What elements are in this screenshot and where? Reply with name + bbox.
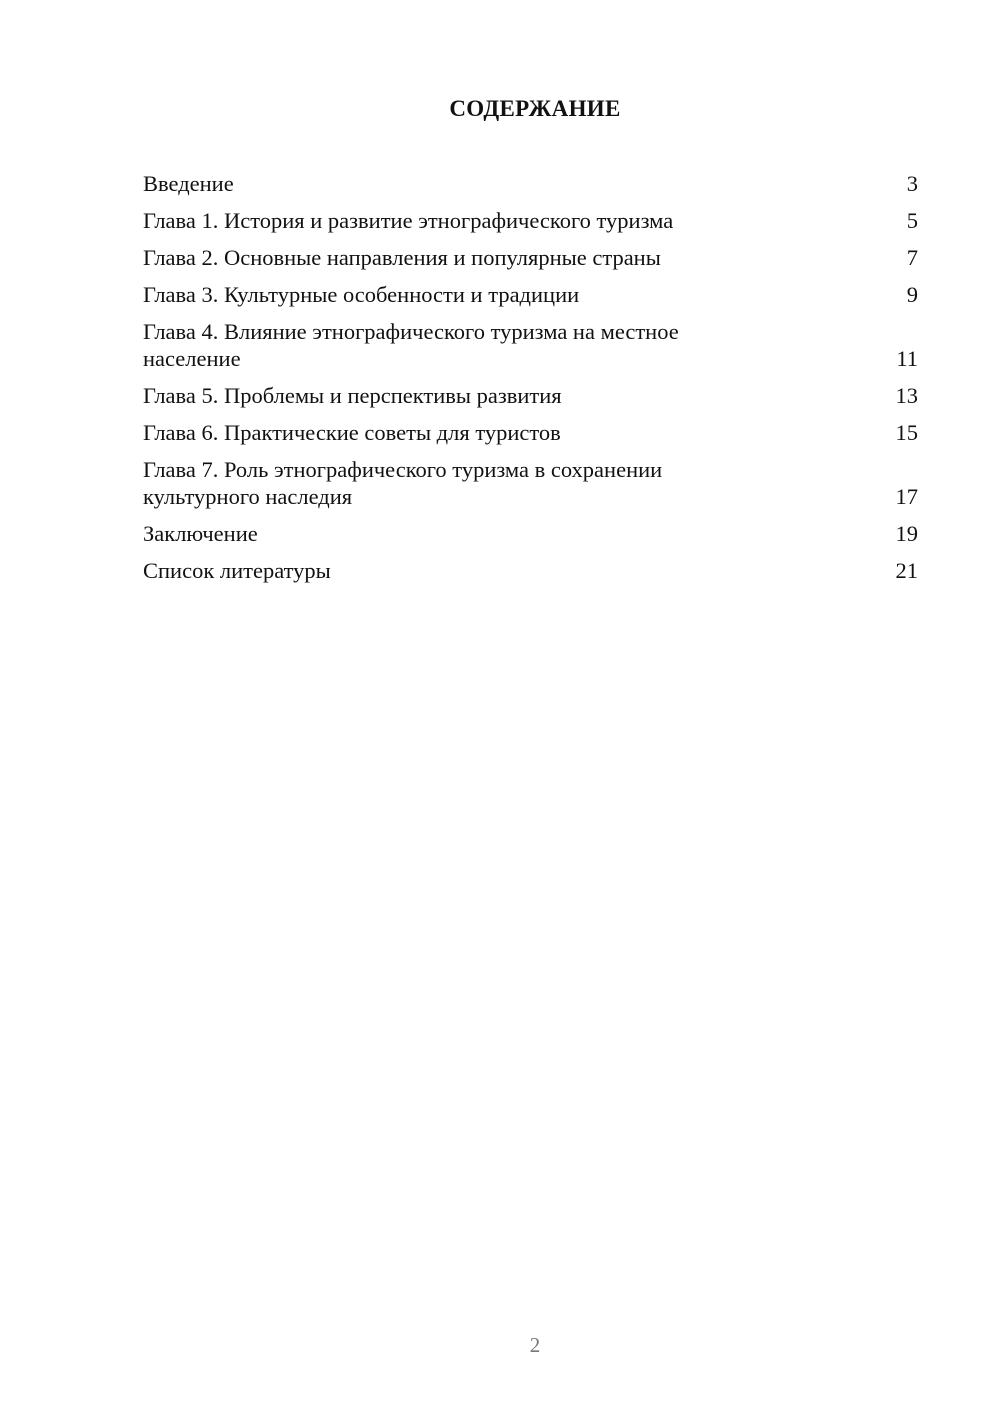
- toc-entry-bibliography: [143, 557, 918, 584]
- toc-entry-text: Глава 6. Практические советы для туристов: [143, 420, 561, 445]
- page-title: СОДЕРЖАНИЕ: [449, 96, 621, 121]
- toc-entry-text: Список литературы: [143, 558, 331, 583]
- toc-entry-page: 5: [906, 208, 918, 233]
- toc-entry-page: 11: [896, 346, 918, 371]
- toc-entry-page: 17: [895, 484, 918, 509]
- toc-entry-text: Глава 5. Проблемы и перспективы развития: [143, 383, 562, 408]
- toc-entry-conclusion: [143, 520, 918, 547]
- toc-entry-chapter-7: [143, 456, 918, 510]
- toc-entry-page: 13: [895, 383, 918, 408]
- toc-entry-text: Глава 3. Культурные особенности и традиции: [143, 282, 580, 307]
- toc-entry-text: Заключение: [143, 521, 258, 546]
- toc-entry-text: Введение: [143, 171, 234, 196]
- toc-entry-chapter-5: [143, 382, 918, 409]
- toc-entry-chapter-3: [143, 281, 918, 308]
- toc-entry-page: 19: [895, 521, 918, 546]
- toc-entry-page: 3: [906, 171, 918, 196]
- toc-entry-page: 21: [895, 558, 918, 583]
- toc-entry-chapter-1: [143, 207, 918, 234]
- table-of-contents: [143, 170, 918, 594]
- toc-entry-text: Глава 2. Основные направления и популярные страны: [143, 245, 661, 270]
- toc-entry-page: 7: [906, 245, 918, 270]
- toc-entry-chapter-6: [143, 419, 918, 446]
- toc-entry-text: Глава 4. Влияние этнографического туризма на местное население: [143, 319, 679, 371]
- toc-entry-introduction: [143, 170, 918, 197]
- toc-entry-page: 9: [906, 282, 918, 307]
- toc-entry-text: Глава 1. История и развитие этнографического туризма: [143, 208, 674, 233]
- toc-entry-page: 15: [895, 420, 918, 445]
- toc-entry-chapter-2: [143, 244, 918, 271]
- toc-entry-chapter-4: [143, 318, 918, 372]
- page-number: 2: [529, 1333, 541, 1357]
- toc-entry-text: Глава 7. Роль этнографического туризма в сохранении культурного наследия: [143, 457, 663, 509]
